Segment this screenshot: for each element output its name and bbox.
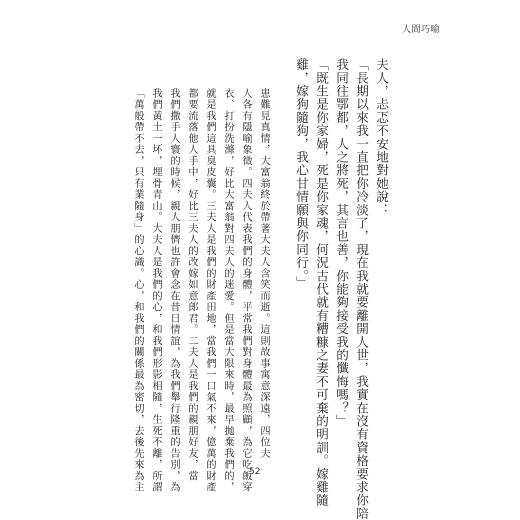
- text-column: 「長期以來我一直把你冷淡了，現在我就要離開人世，我實在沒有資格要求你陪: [354, 58, 369, 520]
- text-column: 我們撒手人寰的時候，親人朋儕也許會念在昔日情誼，為我們舉行隆重的告別，為: [168, 88, 179, 493]
- text-column: 人各有隱喻象徵。四夫人代表我們的身體，平常我們對身體最為照顧，為它吃飯穿: [240, 88, 251, 493]
- text-column: 雞，嫁狗隨狗，我心甘情願與你同行。」: [294, 58, 309, 290]
- text-column: 「萬般帶不去，只有業隨身」的心識。心，和我們的關係最為密切，去後先來為主: [132, 88, 143, 493]
- text-column: 我同往鄂都，人之將死，其言也善，你能夠接受我的懺悔嗎？」: [334, 58, 349, 428]
- page-number: 52: [249, 467, 261, 477]
- text-column: 夫人，忐忑不安地對她說：: [374, 58, 389, 217]
- text-column: 都要流落他人手中，好比三夫人的改嫁如意郎君。二夫人是我們的親朋好友，當: [186, 88, 197, 482]
- text-column: 患難見真情，大富翁終於帶著大夫人含笑而逝。這則故事寓意深遠，四位夫: [258, 88, 269, 460]
- running-head: 人間巧喻: [402, 25, 441, 35]
- text-column: 衣、打扮洗滌，好比大富翁對四夫人的迷愛。但是當大限來時，最早拋棄我們的，: [222, 88, 233, 493]
- text-column: 「既生是你家婦，死是你家魂，何況古代就有糟糠之妻不可棄的明訓。嫁雞隨: [314, 58, 329, 507]
- text-column: 就是我們這具臭皮囊。三夫人是我們的財產田地，當我們一口氣不來，億萬的財產: [204, 88, 215, 493]
- text-column: 我們黃土一坏，埋骨青山。大夫人是我們的心，和我們形影相隨，生死不離，所謂: [150, 88, 161, 493]
